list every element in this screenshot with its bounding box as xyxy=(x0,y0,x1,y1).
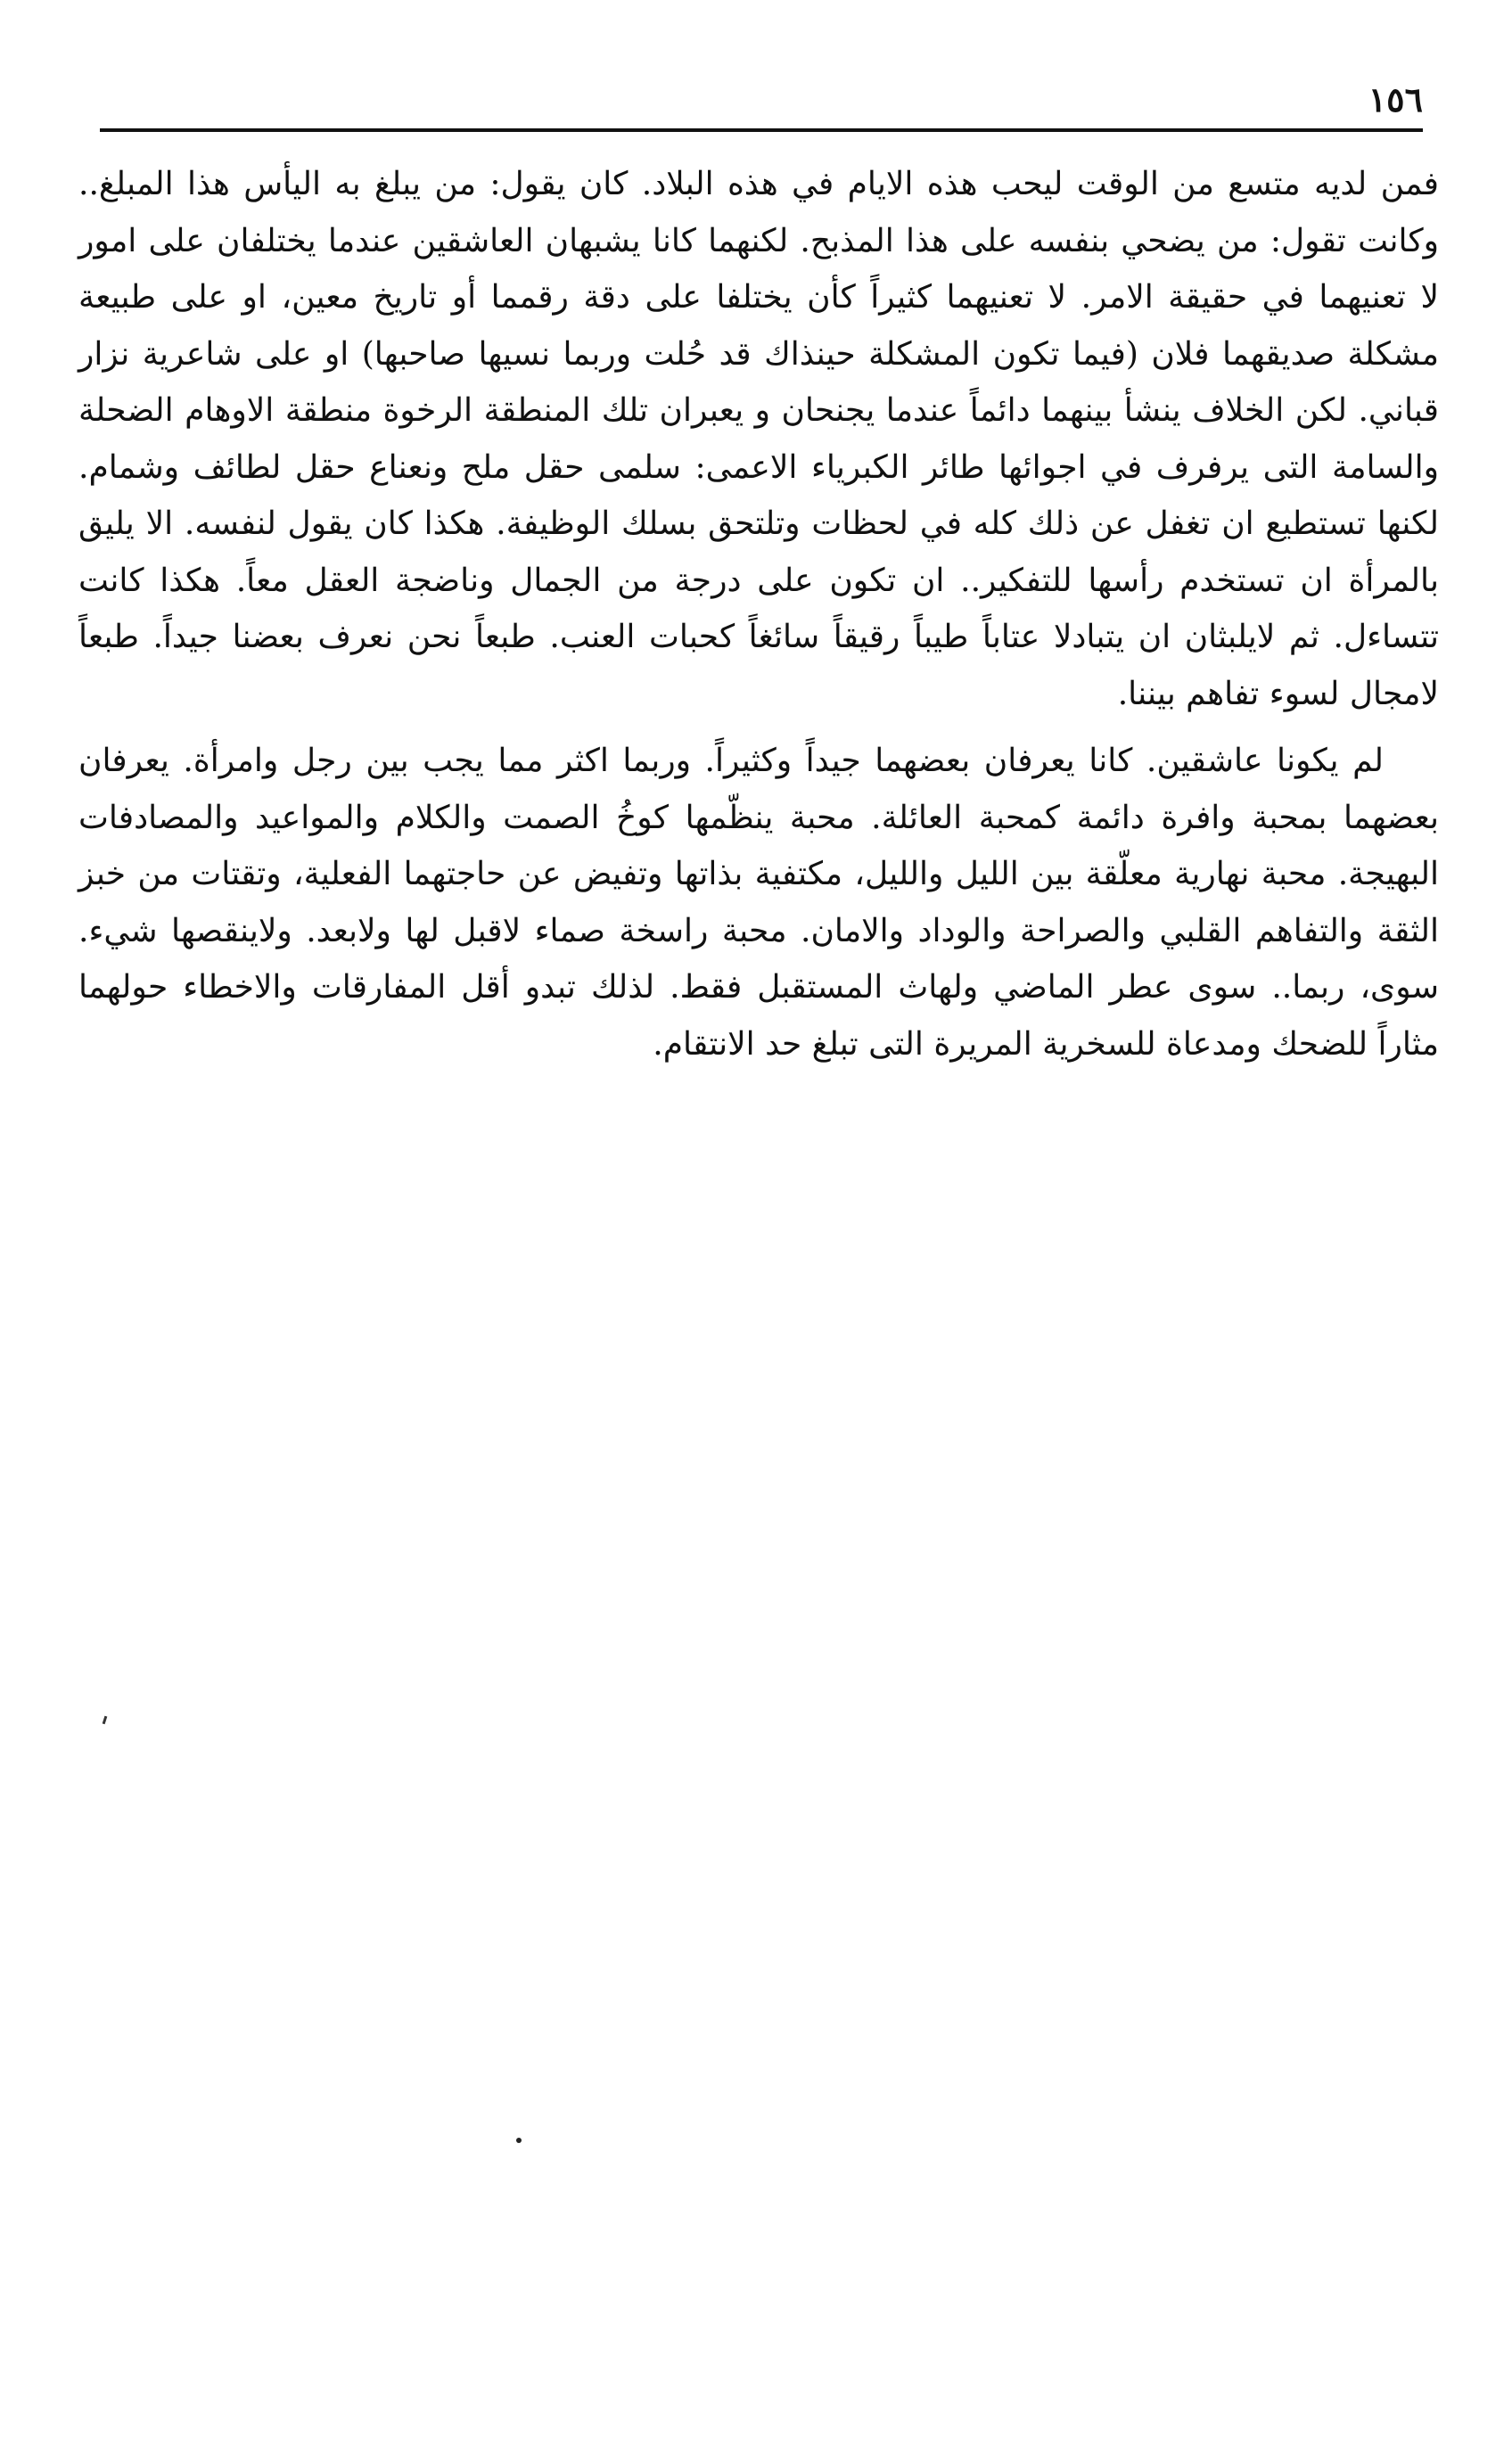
body-text xyxy=(78,156,1439,1072)
page-number: ١٥٦ xyxy=(1368,79,1423,119)
header-rule xyxy=(100,128,1423,132)
page-header xyxy=(100,75,1423,134)
paragraph-2: لم يكونا عاشقين. كانا يعرفان بعضهما جيداً وكثيراً. وربما اكثر مما يجب بين رجل وامرأة. يعرفان بعضهما بمحبة وافرة دائمة كمحبة العائلة. محبة ينظّمها كوخُ الصمت والكلام والمواعيد والمصادفات البهيجة. محبة نهارية معلّقة بين الليل والليل، مكتفية بذاتها وتفيض عن حاجتهما الفعلية، وتقتات من خبز الثقة والتفاهم القلبي والصراحة والوداد والامان. محبة راسخة صماء لاقبل لها ولابعد. ولاينقصها شيء. سوى، ربما.. سوى عطر الماضي ولهاث المستقبل فقط. لذلك تبدو أقل المفارقات والاخطاء حولهما مثاراً للضحك ومدعاة للسخرية المريرة التى تبلغ حد الانتقام. xyxy=(78,743,1439,1063)
paragraph-1: فمن لديه متسع من الوقت ليحب هذه الايام في هذه البلاد. كان يقول: من يبلغ به اليأس هذا المبلغ.. وكانت تقول: من يضحي بنفسه على هذا المذبح. لكنهما كانا يشبهان العاشقين عندما يختلفان على امور لا تعنيهما في حقيقة الامر. لا تعنيهما كثيراً كأن يختلفا على دقة رقمما أو تاريخ معين، او على طبيعة مشكلة صديقهما فلان (فيما تكون المشكلة حينذاك قد حُلت وربما نسيها صاحبها) او على شاعرية نزار قباني. لكن الخلاف ينشأ بينهما دائماً عندما يجنحان و يعبران تلك المنطقة الرخوة منطقة الاوهام الضحلة والسامة التى يرفرف في اجوائها طائر الكبرياء الاعمى: سلمى حقل ملح ونعناع حقل لطائف وشمام. لكنها تستطيع ان تغفل عن ذلك كله في لحظات وتلتحق بسلك الوظيفة. هكذا كان يقول لنفسه. الا يليق بالمرأة ان تستخدم رأسها للتفكير.. ان تكون على درجة من الجمال وناضجة العقل معاً. هكذا كانت تتساءل. ثم لايلبثان ان يتبادلا عتاباً طيباً رقيقاً سائغاً كحبات العنب. طبعاً نحن نعرف بعضنا جيداً. طبعاً لامجال لسوء تفاهم بيننا. xyxy=(78,166,1439,712)
scan-speck xyxy=(103,1716,108,1724)
scan-speck xyxy=(516,2138,522,2143)
